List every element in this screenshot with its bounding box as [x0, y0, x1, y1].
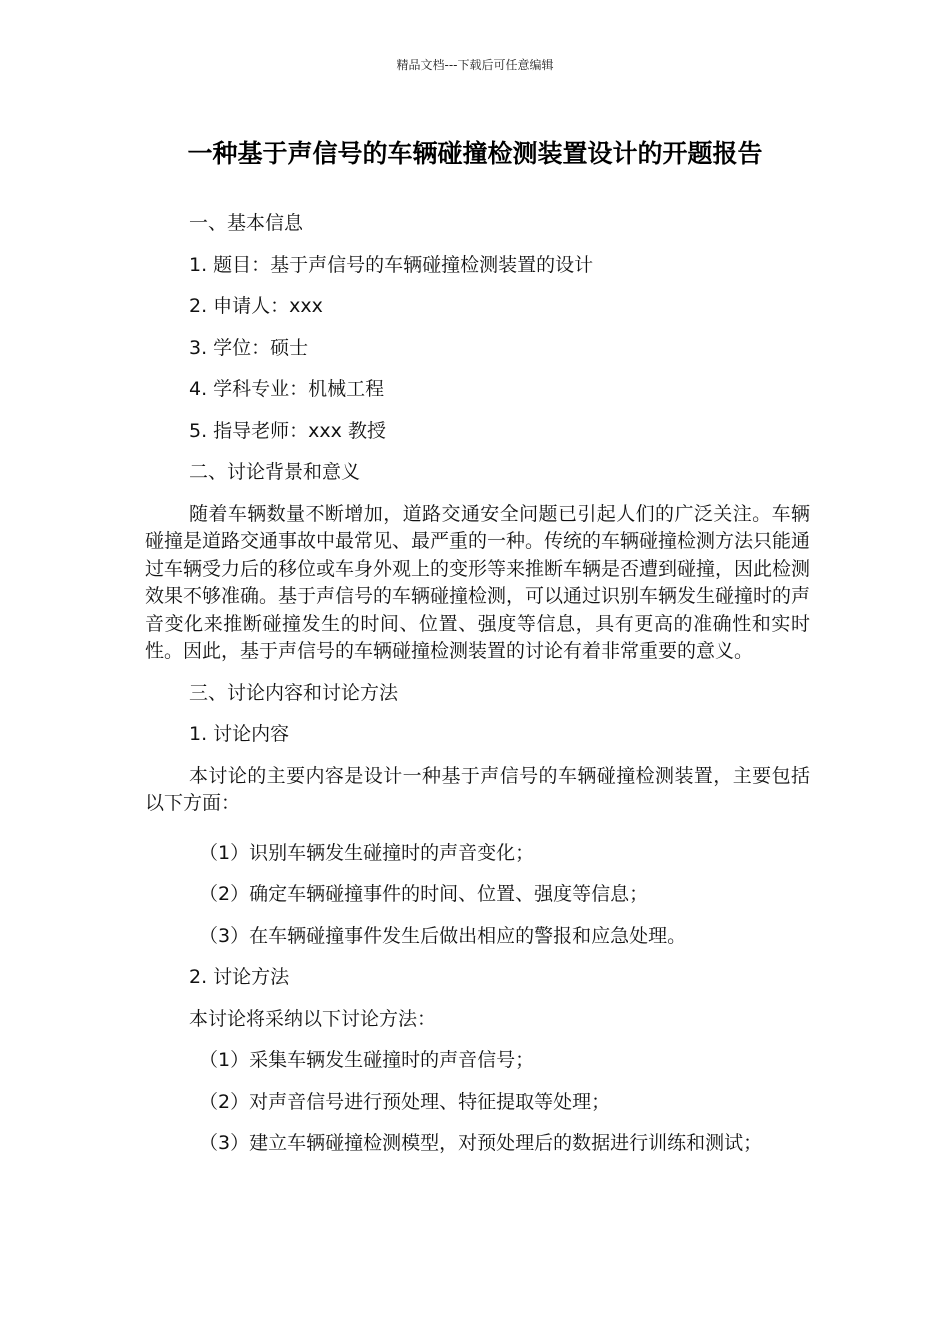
- method-item-3: （3）建立车辆碰撞检测模型，对预处理后的数据进行训练和测试；: [199, 1132, 763, 1154]
- info-item-major: 4. 学科专业：机械工程: [189, 378, 385, 400]
- info-item-degree: 3. 学位：硕士: [189, 336, 309, 359]
- content-item-3: （3）在车辆碰撞事件发生后做出相应的警报和应急处理。: [199, 924, 687, 947]
- subheading-content: 1. 讨论内容: [189, 723, 290, 745]
- section-heading-basic-info: 一、基本信息: [189, 212, 304, 234]
- content-item-2: （2）确定车辆碰撞事件的时间、位置、强度等信息；: [199, 883, 649, 905]
- content-item-1: （1）识别车辆发生碰撞时的声音变化；: [199, 841, 535, 864]
- info-item-advisor: 5. 指导老师：xxx 教授: [189, 419, 386, 442]
- background-paragraph: 随着车辆数量不断增加，道路交通安全问题已引起人们的广泛关注。车辆碰撞是道路交通事故中最常见、最严重的一种。传统的车辆碰撞检测方法只能通过车辆受力后的移位或车身外观上的变形等来推断车辆是否遭到碰撞，因此检测效果不够准确。基于声信号的车辆碰撞检测，可以通过识别车辆发生碰撞时的声音变化来推断碰撞发生的时间、位置、强度等信息，具有更高的准确性和实时性。因此，基于声信号的车辆碰撞检测装置的讨论有着非常重要的意义。: [145, 502, 811, 662]
- info-item-applicant: 2. 申请人：xxx: [189, 295, 323, 317]
- content-paragraph: 本讨论的主要内容是设计一种基于声信号的车辆碰撞检测装置，主要包括以下方面：: [145, 764, 810, 814]
- document-title: 一种基于声信号的车辆碰撞检测装置设计的开题报告: [187, 139, 763, 168]
- info-item-topic: 1. 题目：基于声信号的车辆碰撞检测装置的设计: [189, 253, 594, 276]
- section-heading-content-method: 三、讨论内容和讨论方法: [189, 681, 399, 704]
- header-note: 精品文档---下载后可任意编辑: [396, 58, 554, 72]
- document-body: [145, 210, 810, 1158]
- method-item-1: （1）采集车辆发生碰撞时的声音信号；: [199, 1049, 535, 1071]
- section-heading-background: 二、讨论背景和意义: [189, 461, 361, 483]
- method-item-2: （2）对声音信号进行预处理、特征提取等处理；: [199, 1090, 611, 1113]
- method-intro: 本讨论将采纳以下讨论方法：: [189, 1007, 437, 1030]
- subheading-method: 2. 讨论方法: [189, 966, 290, 988]
